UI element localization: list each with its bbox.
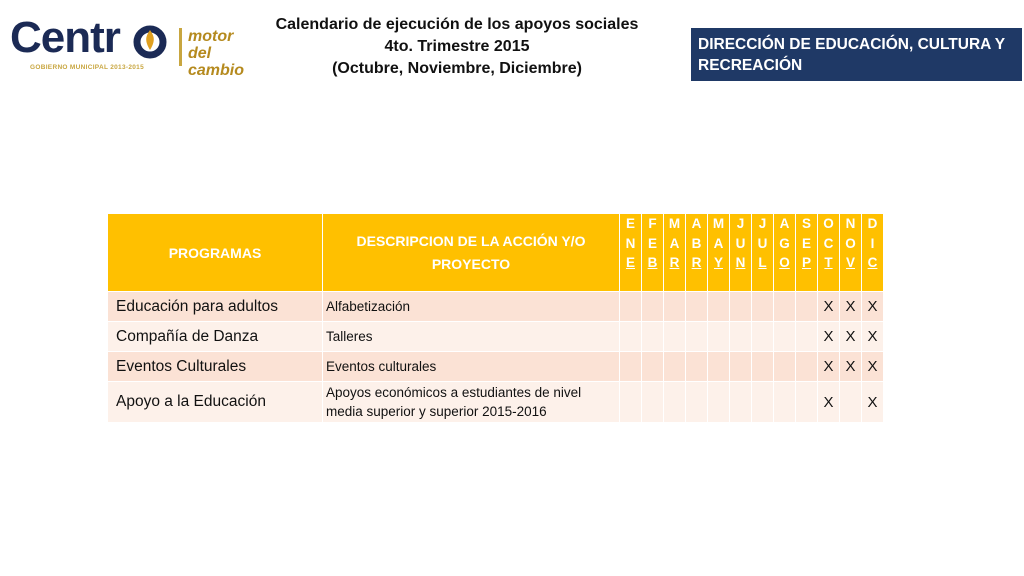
logo-wordmark: Centr bbox=[10, 13, 120, 62]
header-month: O C T bbox=[818, 214, 840, 292]
month-mark-cell: X bbox=[840, 352, 862, 382]
month-mark-cell bbox=[686, 382, 708, 423]
logo-subtitle: GOBIERNO MUNICIPAL 2013-2015 bbox=[30, 64, 144, 71]
month-mark-cell bbox=[642, 352, 664, 382]
program-cell: Eventos Culturales bbox=[108, 352, 323, 382]
month-mark-cell bbox=[642, 322, 664, 352]
month-mark-cell bbox=[620, 382, 642, 423]
header-month: S E P bbox=[796, 214, 818, 292]
month-mark-cell bbox=[620, 322, 642, 352]
month-mark-cell bbox=[774, 352, 796, 382]
month-mark-cell bbox=[664, 352, 686, 382]
program-cell: Educación para adultos bbox=[108, 292, 323, 322]
month-mark-cell bbox=[642, 292, 664, 322]
description-cell: Apoyos económicos a estudiantes de nivel media superior y superior 2015-2016 bbox=[323, 382, 620, 423]
month-mark-cell: X bbox=[862, 292, 884, 322]
logo-word-end bbox=[138, 12, 165, 64]
header-description: DESCRIPCION DE LA ACCIÓN Y/O PROYECTO bbox=[323, 214, 620, 292]
month-mark-cell: X bbox=[862, 322, 884, 352]
logo-tagline: motor del cambio bbox=[188, 28, 245, 79]
month-mark-cell bbox=[708, 322, 730, 352]
month-mark-cell bbox=[620, 292, 642, 322]
header-month: M A Y bbox=[708, 214, 730, 292]
month-mark-cell bbox=[686, 352, 708, 382]
month-mark-cell bbox=[752, 322, 774, 352]
month-mark-cell: X bbox=[840, 322, 862, 352]
month-mark-cell bbox=[708, 352, 730, 382]
page-title: Calendario de ejecución de los apoyos sociales 4to. Trimestre 2015 (Octubre, Noviembre, Diciembre) bbox=[275, 16, 639, 77]
month-mark-cell bbox=[730, 382, 752, 423]
month-mark-cell: X bbox=[862, 352, 884, 382]
month-mark-cell bbox=[642, 382, 664, 423]
header-month: J U N bbox=[730, 214, 752, 292]
month-mark-cell bbox=[664, 322, 686, 352]
month-mark-cell bbox=[708, 292, 730, 322]
month-mark-cell bbox=[730, 292, 752, 322]
month-mark-cell bbox=[620, 352, 642, 382]
description-cell: Alfabetización bbox=[323, 292, 620, 322]
month-mark-cell: X bbox=[840, 292, 862, 322]
logo-divider bbox=[179, 28, 182, 66]
header-month: M A R bbox=[664, 214, 686, 292]
month-mark-cell: X bbox=[818, 292, 840, 322]
month-mark-cell: X bbox=[818, 382, 840, 423]
month-mark-cell bbox=[752, 292, 774, 322]
month-mark-cell bbox=[840, 382, 862, 423]
month-mark-cell bbox=[686, 322, 708, 352]
centro-logo bbox=[10, 13, 255, 79]
month-mark-cell bbox=[774, 292, 796, 322]
department-header: DIRECCIÓN DE EDUCACIÓN, CULTURA Y RECREACIÓN bbox=[691, 28, 1022, 81]
month-mark-cell bbox=[752, 382, 774, 423]
month-mark-cell: X bbox=[818, 352, 840, 382]
month-mark-cell bbox=[664, 292, 686, 322]
month-mark-cell bbox=[796, 352, 818, 382]
program-cell: Compañía de Danza bbox=[108, 322, 323, 352]
month-mark-cell bbox=[796, 292, 818, 322]
description-cell: Talleres bbox=[323, 322, 620, 352]
month-mark-cell bbox=[796, 322, 818, 352]
description-cell: Eventos culturales bbox=[323, 352, 620, 382]
header-programs: PROGRAMAS bbox=[108, 214, 323, 292]
month-mark-cell bbox=[686, 292, 708, 322]
header-month: E N E bbox=[620, 214, 642, 292]
header-month: A B R bbox=[686, 214, 708, 292]
table-row bbox=[108, 292, 884, 322]
header-month: F E B bbox=[642, 214, 664, 292]
month-mark-cell bbox=[708, 382, 730, 423]
month-mark-cell bbox=[774, 382, 796, 423]
table-row bbox=[108, 322, 884, 352]
month-mark-cell bbox=[730, 352, 752, 382]
month-mark-cell bbox=[752, 352, 774, 382]
month-mark-cell: X bbox=[862, 382, 884, 423]
table-row bbox=[108, 382, 884, 423]
month-mark-cell: X bbox=[818, 322, 840, 352]
program-cell: Apoyo a la Educación bbox=[108, 382, 323, 423]
header-month: D I C bbox=[862, 214, 884, 292]
table-header-row bbox=[108, 214, 884, 292]
month-mark-cell bbox=[730, 322, 752, 352]
month-mark-cell bbox=[664, 382, 686, 423]
schedule-table bbox=[107, 213, 884, 423]
month-mark-cell bbox=[774, 322, 796, 352]
header-month: N O V bbox=[840, 214, 862, 292]
header-month: A G O bbox=[774, 214, 796, 292]
month-mark-cell bbox=[796, 382, 818, 423]
table-row bbox=[108, 352, 884, 382]
header-month: J U L bbox=[752, 214, 774, 292]
